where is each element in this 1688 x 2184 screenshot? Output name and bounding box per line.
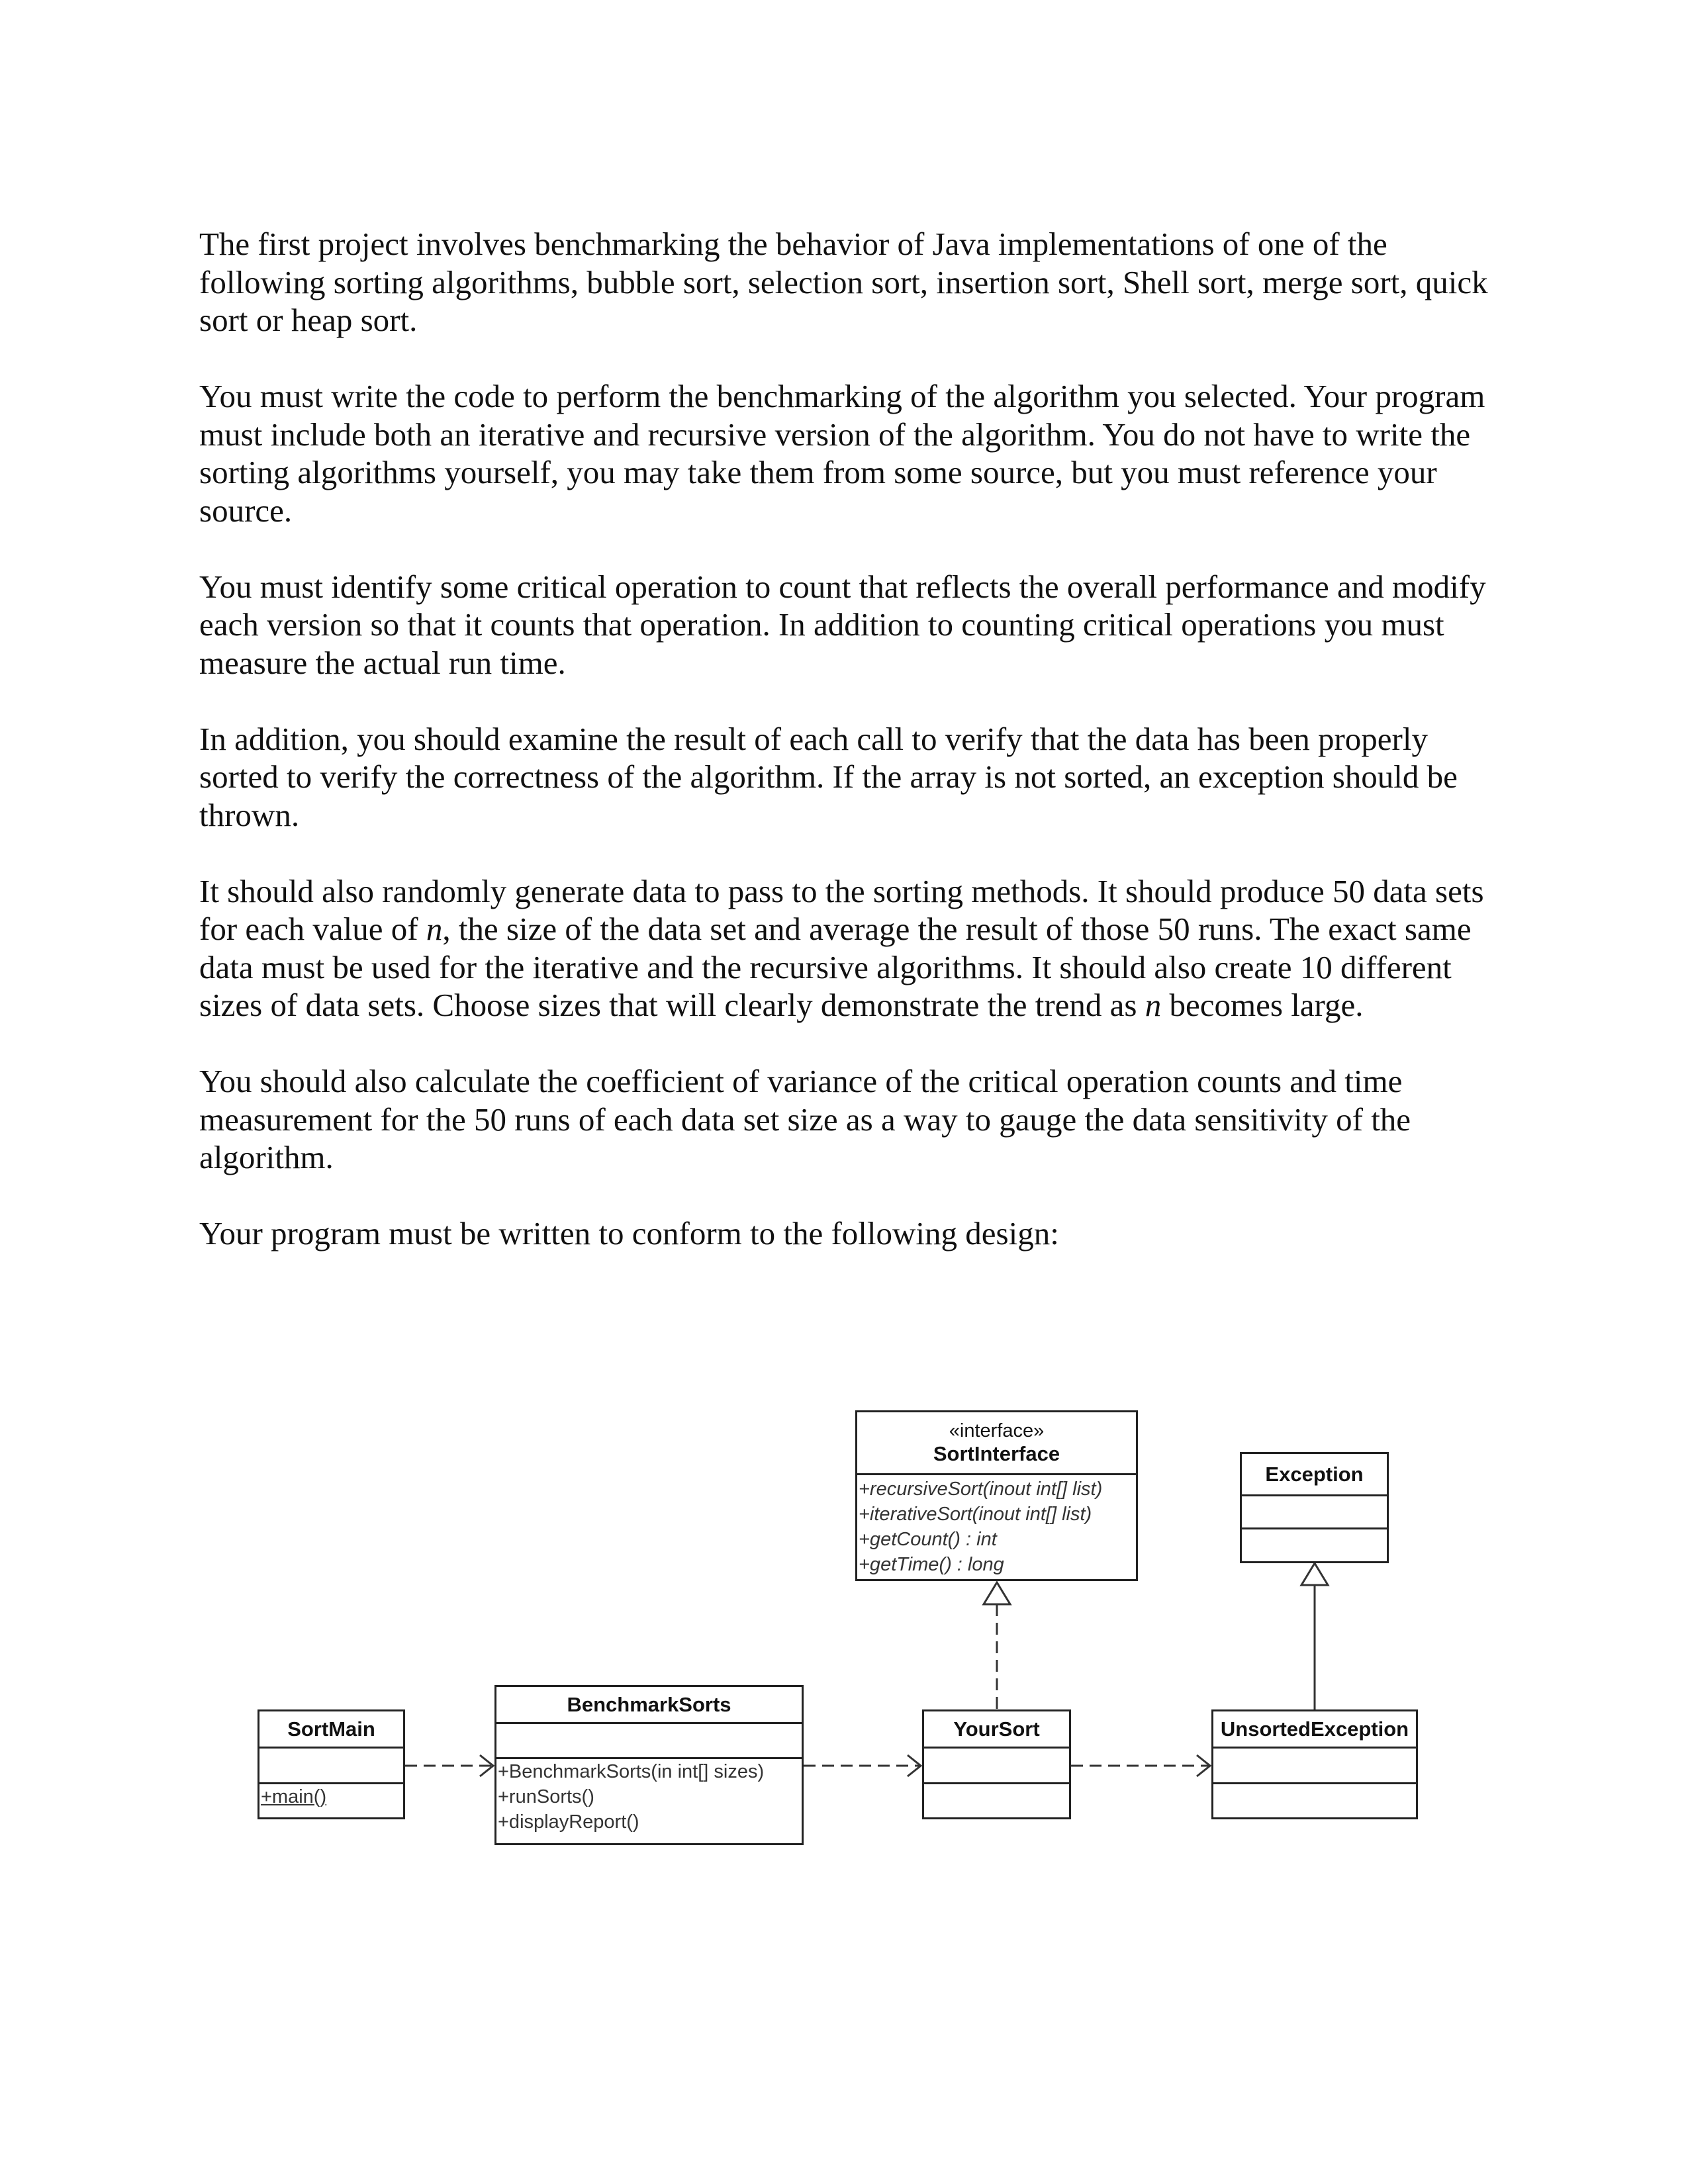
class-name: SortMain (259, 1711, 403, 1749)
class-benchmarksorts (494, 1685, 804, 1845)
class-unsortedexception (1211, 1709, 1418, 1819)
operation: +displayReport() (498, 1811, 639, 1833)
class-sortinterface (855, 1410, 1138, 1581)
variable-n: n (1145, 987, 1162, 1023)
class-exception (1240, 1452, 1389, 1563)
attributes-section (924, 1749, 1069, 1784)
paragraph-coefficient: You should also calculate the coefficient of variance of the critical operation counts and time measurement for the 50 runs of each data set size as a way to gauge the data sensitivity of the algorithm. (199, 1063, 1411, 1175)
attributes-section (259, 1749, 403, 1784)
stereotype-label: «interface» (949, 1420, 1045, 1441)
paragraph-verification: In addition, you should examine the result of each call to verify that the data has been properly sorted to verify the correctness of the algorithm. If the array is not sorted, an exception should be thrown. (199, 720, 1458, 833)
paragraph-intro: The first project involves benchmarking the behavior of Java implementations of one of the following sorting algorithms, bubble sort, selection sort, insertion sort, Shell sort, merge sort, quick sort or heap sort. (199, 226, 1488, 338)
paragraph-critical-operation: You must identify some critical operation to count that reflects the overall performance and modify each version so that it counts that operation. In addition to counting critical operations you must measure the actual run time. (199, 568, 1486, 681)
operation: +main() (261, 1786, 327, 1807)
text-segment: It should also randomly generate data to pass to the sorting methods. It should produce 50 data sets for each value of (199, 872, 1484, 947)
attributes-section (1242, 1496, 1387, 1529)
operation: +runSorts() (498, 1786, 594, 1807)
operation: +recursiveSort(inout int[] list) (859, 1479, 1103, 1500)
paragraph-code-requirements: You must write the code to perform the benchmarking of the algorithm you selected. Your program must include both an iterative and recursive version of the algorithm. You do not have to write the sorting algorithms yourself, you may take them from some source, but you must reference your source. (199, 378, 1485, 529)
generalization-triangle-icon (1301, 1563, 1328, 1585)
operation: +BenchmarkSorts(in int[] sizes) (498, 1761, 765, 1782)
operation: +iterativeSort(inout int[] list) (859, 1504, 1092, 1525)
attributes-section (1213, 1749, 1416, 1784)
text-segment: , the size of the data set and average the result of those 50 runs. The exact same data must be used for the iterative and the recursive algorithms. It should also create 10 different sizes of data sets. Choose sizes that will clearly demonstrate the trend as (199, 911, 1472, 1023)
paragraph-design: Your program must be written to conform to the following design: (199, 1215, 1059, 1251)
class-yoursort (922, 1709, 1071, 1819)
class-name: YourSort (924, 1711, 1069, 1749)
operation: +getCount() : int (859, 1529, 997, 1550)
class-name: Exception (1242, 1454, 1387, 1496)
class-sortmain (258, 1709, 405, 1819)
operation: +getTime() : long (859, 1554, 1004, 1575)
class-name: SortInterface (933, 1441, 1060, 1465)
class-name: BenchmarkSorts (496, 1687, 802, 1724)
variable-n: n (426, 911, 443, 947)
realization-triangle-icon (984, 1582, 1010, 1604)
text-segment: becomes large. (1161, 987, 1364, 1023)
attributes-section (496, 1724, 802, 1759)
class-name: UnsortedException (1213, 1711, 1416, 1749)
